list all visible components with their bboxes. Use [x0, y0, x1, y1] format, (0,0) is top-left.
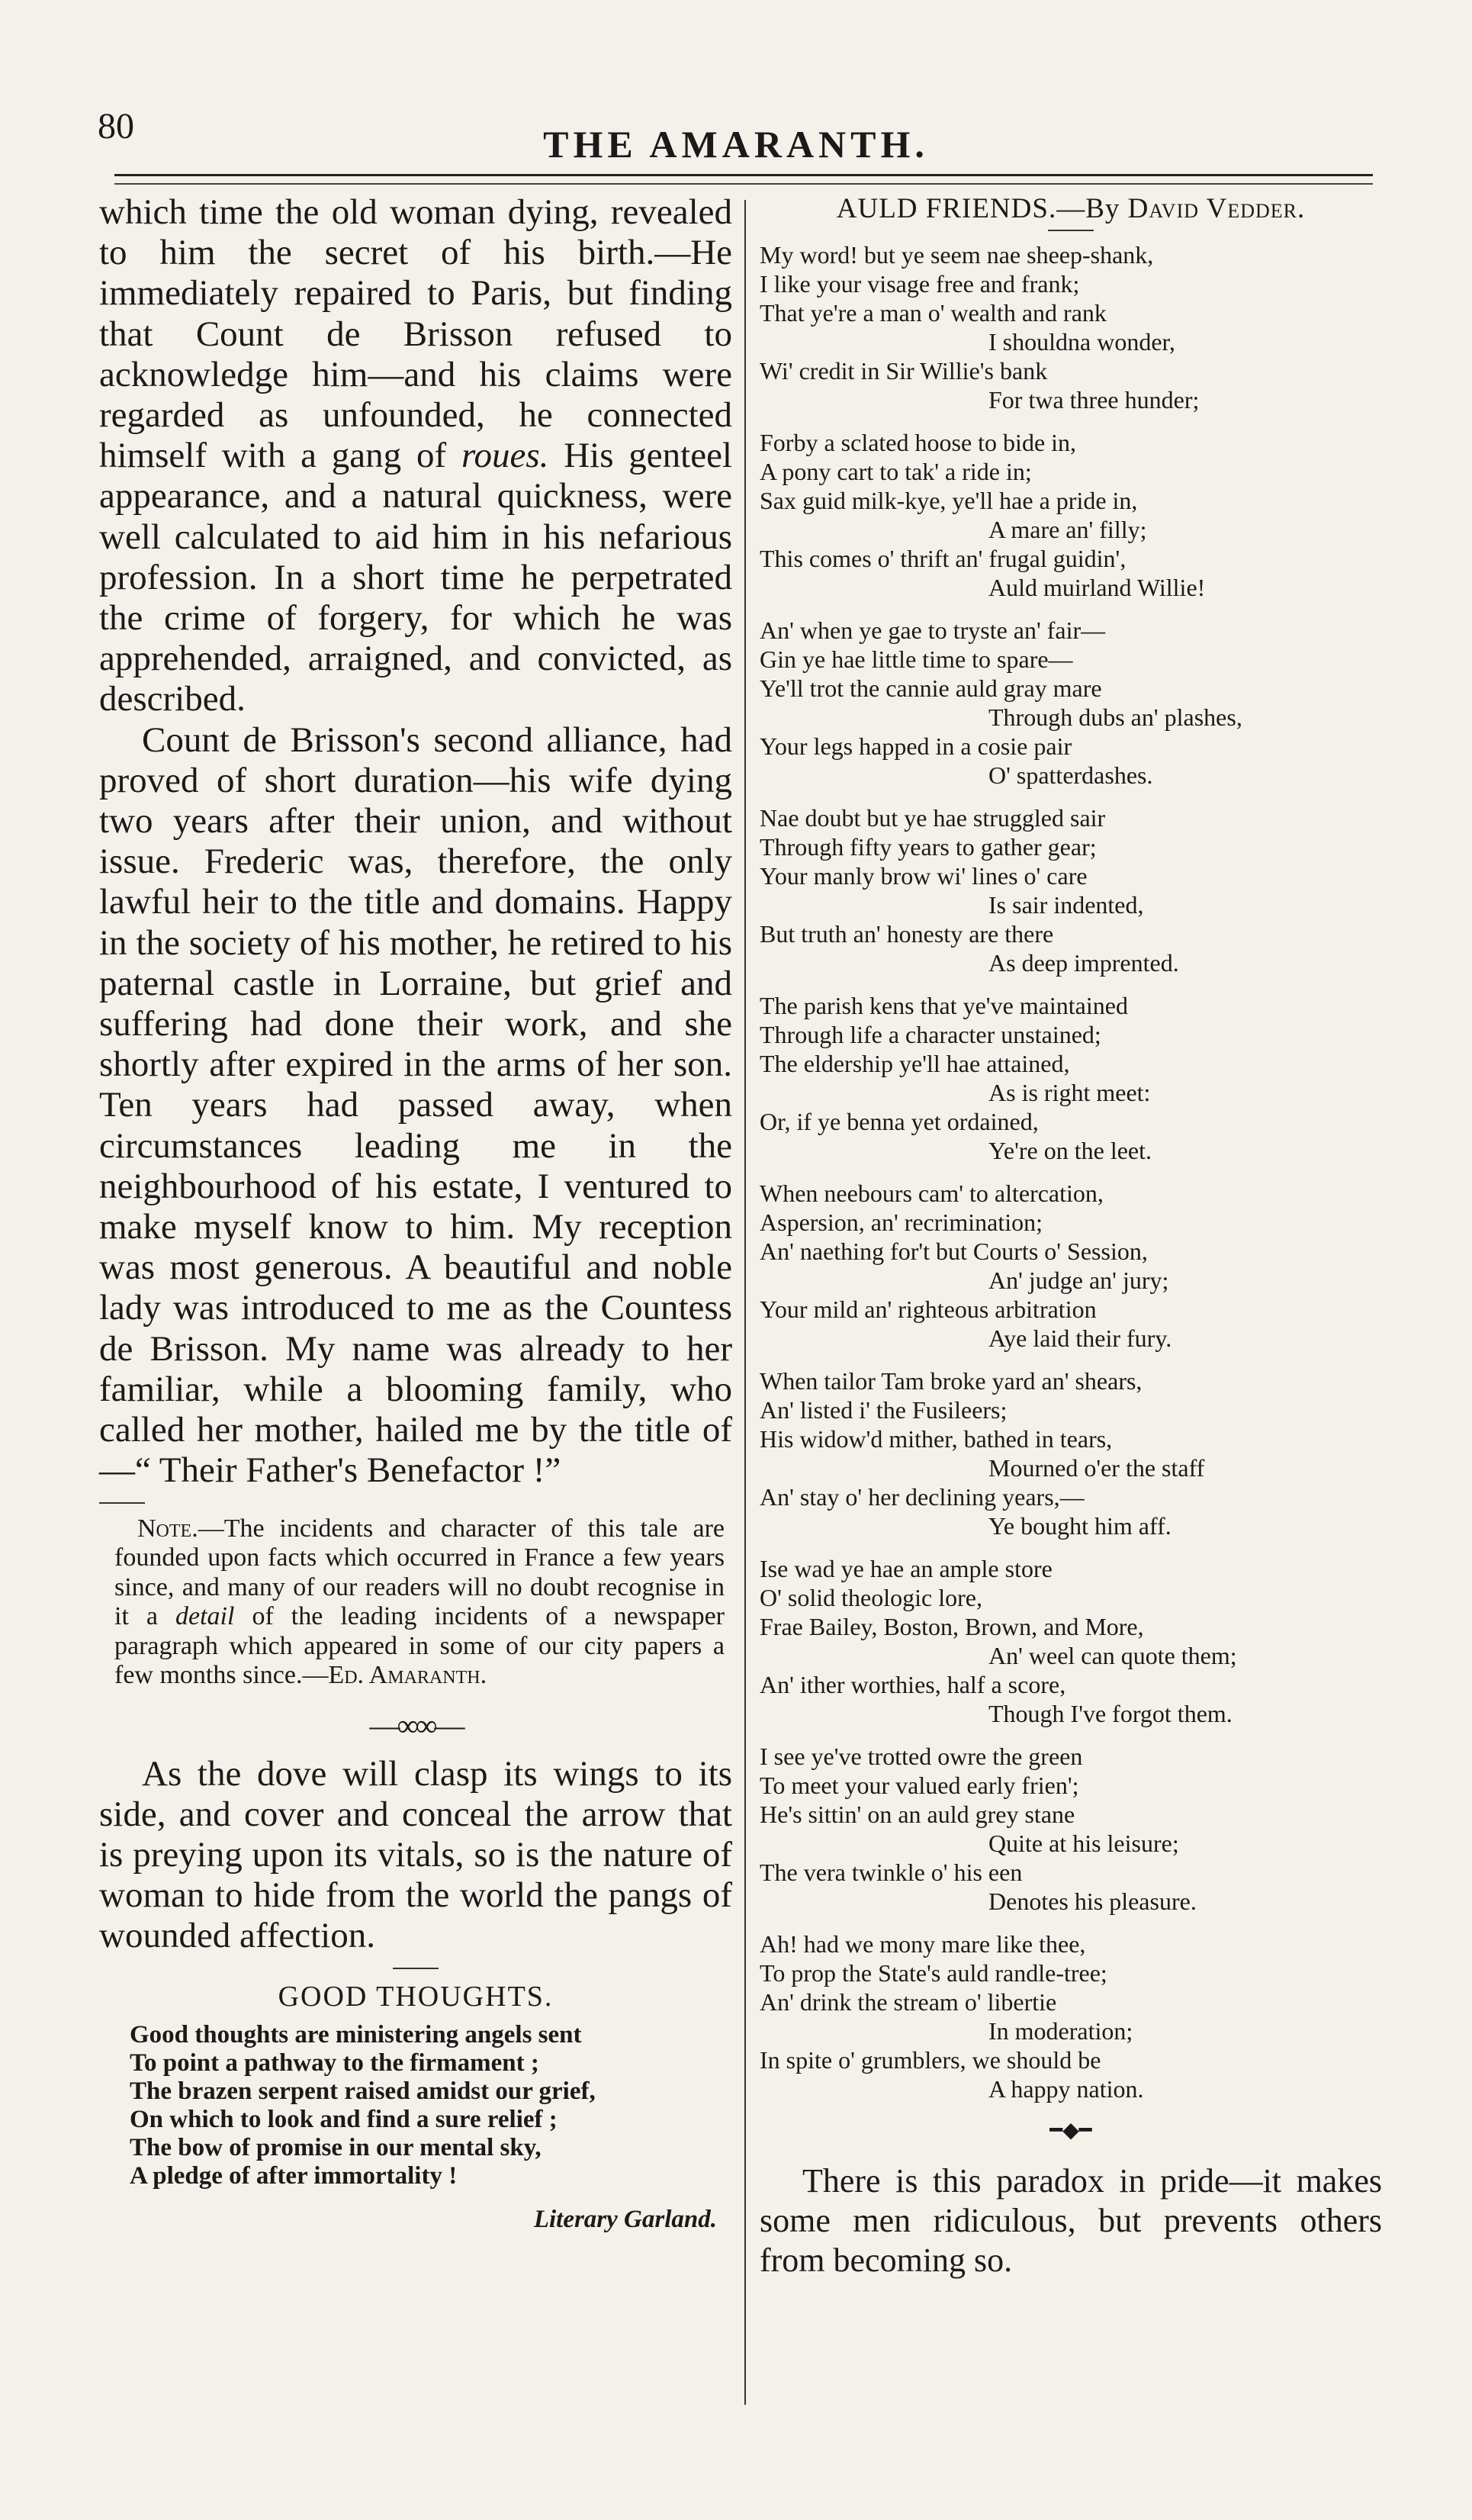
poem-line: Gin ye hae little time to spare—	[760, 645, 1073, 673]
poem-line: Sax guid milk-kye, ye'll hae a pride in,	[760, 487, 1138, 514]
poem-line: The bow of promise in our mental sky,	[130, 2133, 542, 2161]
poem-line: Through fifty years to gather gear;	[760, 833, 1097, 861]
poem-line: To meet your valued early frien';	[760, 1772, 1079, 1799]
page-number: 80	[98, 106, 134, 146]
poem-title: AULD FRIENDS.—By David Vedder.	[836, 193, 1306, 224]
column-divider	[744, 200, 746, 2405]
editor-note: Note.—The incidents and character of this tale are founded upon facts which occurred in France a few years since, and many of our readers will no doubt recognise in it a detail of the leading incidents of a newspaper paragraph which appeared in some of our city papers a few months since.—Ed. Amaranth.	[114, 1514, 725, 1689]
note-emphasis: detail	[175, 1602, 235, 1630]
poem-line: O' spatterdashes.	[988, 761, 1153, 789]
note-signature: Ed. Amaranth.	[328, 1661, 487, 1689]
poem-author: David Vedder.	[1127, 193, 1306, 224]
left-column	[99, 192, 732, 2234]
poem-line: Is sair indented,	[988, 891, 1144, 919]
good-thoughts-title: GOOD THOUGHTS.	[278, 1980, 554, 2013]
story-paragraph-1: which time the old woman dying, revealed to him the secret of his birth.—He immediately repaired to Paris, but finding that Count de Brisson refused to acknowledge him—and his claims were regarded as unfounded, he connected himself with a gang of roues. His genteel appearance, and a natural quickness, were well calculated to aid him in his nefarious profession. In a short time he perpetrated the crime of forgery, for which he was apprehended, arraigned, and convicted, as described.	[99, 192, 732, 719]
story-paragraph-2: Count de Brisson's second alliance, had proved of short duration—his wife dying two years after their union, and without issue. Frederic was, therefore, the only lawful heir to the title and domains. Happy in the society of his mother, he retired to his paternal castle in Lorraine, but grief and suffering had done their work, and she shortly after expired in the arms of her son. Ten years had passed away, when circumstances leading me in the neighbourhood of his estate, I ventured to make myself know to him. My reception was most generous. A beautiful and noble lady was introduced to me as the Countess de Brisson. My name was already to her familiar, while a blooming family, who called her mother, hailed me by the title of—“ Their Father's Benefactor !”	[99, 719, 732, 1491]
poem-line: Aspersion, an' recrimination;	[760, 1209, 1043, 1236]
right-column	[760, 192, 1382, 2280]
poem-stanza	[760, 803, 1382, 977]
poem-line: I like your visage free and frank;	[760, 270, 1080, 298]
poem-line: To prop the State's auld randle-tree;	[760, 1959, 1107, 1987]
poem-stanza	[760, 991, 1382, 1165]
poem-line: Mourned o'er the staff	[988, 1454, 1205, 1482]
poem-line: In spite o' grumblers, we should be	[760, 2046, 1101, 2074]
poem-line: Ye're on the leet.	[988, 1137, 1152, 1164]
title-rule	[1048, 230, 1094, 231]
poem-line: An' weel can quote them;	[988, 1642, 1237, 1669]
poem-line: The parish kens that ye've maintained	[760, 992, 1128, 1019]
poem-stanza	[760, 428, 1382, 602]
poem-line: Through life a character unstained;	[760, 1021, 1101, 1048]
poem-line: Ye bought him aff.	[988, 1512, 1171, 1540]
attribution: Literary Garland.	[533, 2205, 717, 2233]
poem-line: That ye're a man o' wealth and rank	[760, 299, 1107, 327]
poem-line: An' ither worthies, half a score,	[760, 1671, 1066, 1698]
poem-stanza	[760, 1742, 1382, 1916]
poem-line: Aye laid their fury.	[988, 1324, 1172, 1352]
poem-line: Forby a sclated hoose to bide in,	[760, 429, 1077, 456]
poem-line: A happy nation.	[988, 2075, 1144, 2103]
poem-stanza	[760, 1366, 1382, 1540]
header-rule-thin	[114, 183, 1373, 185]
poem-line: When tailor Tam broke yard an' shears,	[760, 1367, 1143, 1395]
poem-line: I see ye've trotted owre the green	[760, 1743, 1083, 1770]
poem-line: Though I've forgot them.	[988, 1700, 1233, 1727]
poem-line: An' stay o' her declining years,—	[760, 1483, 1085, 1511]
poem-line: A mare an' filly;	[988, 516, 1147, 543]
poem-line: This comes o' thrift an' frugal guidin',	[760, 545, 1126, 572]
poem-body	[760, 240, 1382, 2103]
poem-stanza	[760, 1179, 1382, 1353]
poem-line: As deep imprented.	[988, 949, 1179, 977]
poem-line: Denotes his pleasure.	[988, 1888, 1197, 1915]
header-rule	[114, 174, 1373, 176]
poem-line: Your manly brow wi' lines o' care	[760, 862, 1088, 890]
emphasis-roues: roues.	[461, 436, 549, 476]
ornament-small: ━◆━	[1049, 2119, 1092, 2142]
poem-line: An' drink the stream o' libertie	[760, 1988, 1057, 2016]
poem-line: Ise wad ye hae an ample store	[760, 1555, 1053, 1582]
poem-stanza	[760, 1554, 1382, 1728]
poem-line: A pony cart to tak' a ride in;	[760, 458, 1032, 485]
poem-line: An' naething for't but Courts o' Session,	[760, 1237, 1148, 1265]
poem-line: My word! but ye seem nae sheep-shank,	[760, 241, 1154, 269]
poem-line: But truth an' honesty are there	[760, 920, 1054, 948]
poem-line: I shouldna wonder,	[988, 328, 1175, 356]
poem-line: A pledge of after immortality !	[130, 2161, 458, 2190]
poem-line: Good thoughts are ministering angels sent	[130, 2020, 582, 2049]
good-thoughts-poem	[130, 2021, 732, 2190]
poem-line: Through dubs an' plashes,	[988, 703, 1242, 731]
poem-line: Frae Bailey, Boston, Brown, and More,	[760, 1613, 1144, 1640]
closing-paragraph: There is this paradox in pride—it makes some men ridiculous, but prevents others from becoming so.	[760, 2162, 1382, 2279]
poem-line: Or, if ye benna yet ordained,	[760, 1108, 1039, 1135]
note-rule	[99, 1502, 145, 1504]
poem-line: On which to look and find a sure relief ;	[130, 2105, 558, 2133]
poem-stanza	[760, 240, 1382, 414]
poem-line: Your mild an' righteous arbitration	[760, 1295, 1097, 1323]
running-title: THE AMARANTH.	[543, 123, 929, 166]
poem-line: O' solid theologic lore,	[760, 1584, 982, 1611]
poem-line: Auld muirland Willie!	[988, 574, 1206, 601]
poem-line: An' judge an' jury;	[988, 1266, 1169, 1294]
poem-stanza	[760, 616, 1382, 790]
poem-line: An' listed i' the Fusileers;	[760, 1396, 1008, 1424]
poem-stanza	[760, 1929, 1382, 2103]
poem-line: Wi' credit in Sir Willie's bank	[760, 357, 1048, 385]
poem-line: In moderation;	[988, 2017, 1133, 2045]
poem-line: For twa three hunder;	[988, 386, 1200, 414]
poem-line: Quite at his leisure;	[988, 1830, 1179, 1857]
poem-line: To point a pathway to the firmament ;	[130, 2049, 539, 2077]
poem-line: As is right meet:	[988, 1079, 1151, 1106]
poem-line: Your legs happed in a cosie pair	[760, 732, 1072, 760]
poem-line: When neebours cam' to altercation,	[760, 1180, 1104, 1207]
section-rule	[393, 1968, 439, 1969]
poem-line: His widow'd mither, bathed in tears,	[760, 1425, 1113, 1453]
note-lead: Note.	[137, 1514, 198, 1543]
poem-line: The brazen serpent raised amidst our grief,	[130, 2077, 596, 2105]
poem-line: He's sittin' on an auld grey stane	[760, 1801, 1075, 1828]
poem-line: Ah! had we mony mare like thee,	[760, 1930, 1086, 1958]
poem-line: An' when ye gae to tryste an' fair—	[760, 616, 1106, 644]
poem-line: Ye'll trot the cannie auld gray mare	[760, 674, 1102, 702]
dove-paragraph: As the dove will clasp its wings to its side, and cover and conceal the arrow that is preying upon its vitals, so is the nature of woman to hide from the world the pangs of wounded affection.	[99, 1753, 732, 1956]
poem-line: Nae doubt but ye hae struggled sair	[760, 804, 1106, 832]
ornament-divider: —∞∞—	[369, 1707, 462, 1743]
poem-line: The vera twinkle o' his een	[760, 1859, 1023, 1886]
poem-line: The eldership ye'll hae attained,	[760, 1050, 1070, 1077]
